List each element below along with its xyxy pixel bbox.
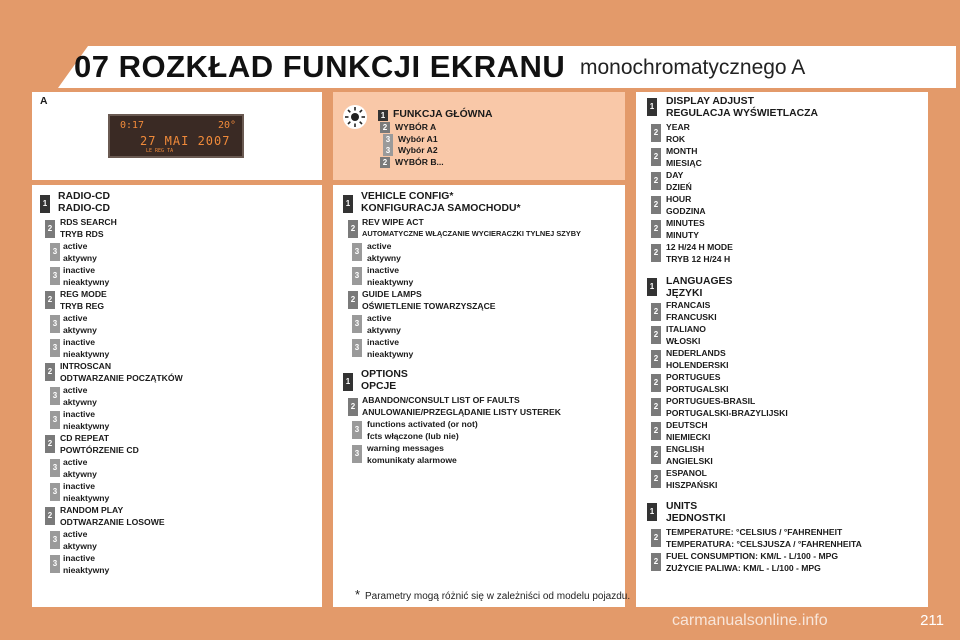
state-active: active	[367, 241, 392, 251]
lang-pt-pl: PORTUGALSKI	[666, 384, 729, 394]
level-3-badge: 3	[352, 421, 362, 439]
functions-activated: functions activated (or not)	[367, 419, 478, 429]
state-inactive-pl: nieaktywny	[367, 349, 414, 359]
radio-heading-pl: RADIO-CD	[58, 203, 110, 214]
lang-br: PORTUGUES-BRASIL	[666, 396, 756, 406]
state-active-pl: aktywny	[367, 253, 401, 263]
state-active-pl: aktywny	[63, 325, 97, 335]
state-inactive: inactive	[63, 409, 96, 419]
legend-choice-b: WYBÓR B...	[395, 157, 444, 167]
state-active: active	[63, 313, 88, 323]
hour-pl: GODZINA	[666, 206, 706, 216]
unit-fuel-pl: ZUŻYCIE PALIWA: KM/L - L/100 - MPG	[666, 563, 821, 573]
lang-nl-pl: HOLENDERSKI	[666, 360, 729, 370]
level-2-badge: 2	[45, 507, 55, 525]
page-title: 07 ROZKŁAD FUNKCJI EKRANU	[74, 49, 566, 84]
introscan-pl: ODTWARZANIE POCZĄTKÓW	[60, 373, 183, 383]
level-2-badge: 2	[651, 124, 661, 142]
random-play-pl: ODTWARZANIE LOSOWE	[60, 517, 165, 527]
minutes-pl: MINUTY	[666, 230, 699, 240]
state-inactive-pl: nieaktywny	[63, 277, 110, 287]
lang-en-pl: ANGIELSKI	[666, 456, 713, 466]
level-2-badge: 2	[651, 529, 661, 547]
lang-fr-pl: FRANCUSKI	[666, 312, 717, 322]
level-2-badge: 2	[651, 244, 661, 262]
state-inactive: inactive	[63, 337, 96, 347]
lang-pt: PORTUGUES	[666, 372, 721, 382]
level-3-badge: 3	[352, 445, 362, 463]
day: DAY	[666, 170, 684, 180]
level-2-badge: 2	[380, 157, 390, 168]
lcd-time: 0:17	[120, 120, 145, 131]
level-2-badge: 2	[348, 398, 358, 416]
level-3-badge: 3	[50, 267, 60, 285]
rds-search: RDS SEARCH	[60, 217, 117, 227]
languages-heading-pl: JĘZYKI	[666, 288, 703, 299]
level-3-badge: 3	[50, 555, 60, 573]
state-inactive-pl: nieaktywny	[367, 277, 414, 287]
state-active: active	[63, 457, 88, 467]
random-play: RANDOM PLAY	[60, 505, 124, 515]
state-active-pl: aktywny	[63, 253, 97, 263]
rds-search-pl: TRYB RDS	[60, 229, 104, 239]
state-inactive: inactive	[367, 337, 400, 347]
level-3-badge: 3	[352, 339, 362, 357]
rev-wipe-pl: AUTOMATYCZNE WŁĄCZANIE WYCIERACZKI TYLNEJ SZYBY	[362, 229, 581, 238]
level-2-badge: 2	[45, 291, 55, 309]
cd-repeat: CD REPEAT	[60, 433, 110, 443]
state-active-pl: aktywny	[63, 469, 97, 479]
level-2-badge: 2	[651, 326, 661, 344]
level-3-badge: 3	[352, 243, 362, 261]
level-2-badge: 2	[651, 172, 661, 190]
cd-repeat-pl: POWTÓRZENIE CD	[60, 445, 139, 455]
level-2-badge: 2	[651, 553, 661, 571]
lang-br-pl: PORTUGALSKI-BRAZYLIJSKI	[666, 408, 788, 418]
options-heading-pl: OPCJE	[361, 381, 397, 392]
level-2-badge: 2	[348, 291, 358, 309]
display-heading: DISPLAY ADJUST	[666, 96, 754, 107]
legend-choice-a: WYBÓR A	[395, 122, 437, 132]
level-3-badge: 3	[50, 315, 60, 333]
reg-mode-pl: TRYB REG	[60, 301, 105, 311]
state-inactive-pl: nieaktywny	[63, 565, 110, 575]
legend-panel	[333, 92, 625, 180]
state-inactive: inactive	[63, 265, 96, 275]
state-active-pl: aktywny	[63, 541, 97, 551]
radio-heading: RADIO-CD	[58, 191, 110, 202]
level-2-badge: 2	[651, 148, 661, 166]
level-3-badge: 3	[383, 134, 393, 145]
lang-de: DEUTSCH	[666, 420, 708, 430]
level-2-badge: 2	[651, 350, 661, 368]
unit-temperature-pl: TEMPERATURA: °CELSJUSZA / °FAHRENHEITA	[666, 539, 862, 549]
level-3-badge: 3	[50, 339, 60, 357]
warning-messages-pl: komunikaty alarmowe	[367, 455, 457, 465]
level-1-badge: 1	[343, 373, 353, 391]
lang-it-pl: WŁOSKI	[666, 336, 701, 346]
reg-mode: REG MODE	[60, 289, 107, 299]
units-heading: UNITS	[666, 501, 698, 512]
lang-es-pl: HISZPAŃSKI	[666, 480, 718, 490]
state-active: active	[63, 241, 88, 251]
state-active: active	[367, 313, 392, 323]
functions-activated-pl: fcts włączone (lub nie)	[367, 431, 459, 441]
level-1-badge: 1	[647, 278, 657, 296]
level-1-badge: 1	[647, 98, 657, 116]
level-3-badge: 3	[352, 267, 362, 285]
level-2-badge: 2	[651, 470, 661, 488]
warning-messages: warning messages	[367, 443, 444, 453]
page-subtitle: monochromatycznego A	[580, 56, 806, 79]
level-2-badge: 2	[380, 122, 390, 133]
legend-main: FUNKCJA GŁÓWNA	[393, 109, 493, 120]
level-3-badge: 3	[50, 483, 60, 501]
abandon-faults-pl: ANULOWANIE/PRZEGLĄDANIE LISTY USTEREK	[362, 407, 561, 417]
day-pl: DZIEŃ	[666, 182, 692, 192]
level-3-badge: 3	[50, 459, 60, 477]
level-1-badge: 1	[40, 195, 50, 213]
lcd-temp: 20°	[218, 120, 237, 131]
legend-choice-a1: Wybór A1	[398, 134, 438, 144]
screen-label: A	[40, 96, 48, 107]
level-2-badge: 2	[651, 422, 661, 440]
state-inactive-pl: nieaktywny	[63, 349, 110, 359]
lang-es: ESPANOL	[666, 468, 707, 478]
vehicle-heading-pl: KONFIGURACJA SAMOCHODU*	[361, 203, 521, 214]
vehicle-heading: VEHICLE CONFIG*	[361, 191, 454, 202]
display-heading-pl: REGULACJA WYŚWIETLACZA	[666, 108, 819, 119]
options-heading: OPTIONS	[361, 369, 408, 380]
lcd-indicators: LE REG TA	[146, 148, 174, 154]
level-2-badge: 2	[45, 435, 55, 453]
month: MONTH	[666, 146, 698, 156]
year-pl: ROK	[666, 134, 686, 144]
level-2-badge: 2	[45, 220, 55, 238]
legend-choice-a2: Wybór A2	[398, 145, 438, 155]
level-2-badge: 2	[651, 303, 661, 321]
time-mode-pl: TRYB 12 H/24 H	[666, 254, 731, 264]
level-2-badge: 2	[651, 196, 661, 214]
level-1-badge: 1	[647, 503, 657, 521]
state-active-pl: aktywny	[367, 325, 401, 335]
lang-fr: FRANCAIS	[666, 300, 711, 310]
level-2-badge: 2	[348, 220, 358, 238]
level-2-badge: 2	[45, 363, 55, 381]
page-number: 211	[920, 612, 944, 629]
level-3-badge: 3	[50, 387, 60, 405]
state-inactive-pl: nieaktywny	[63, 493, 110, 503]
guide-lamps-pl: OŚWIETLENIE TOWARZYSZĄCE	[362, 301, 496, 311]
level-2-badge: 2	[651, 374, 661, 392]
unit-fuel: FUEL CONSUMPTION: KM/L - L/100 - MPG	[666, 551, 839, 561]
lang-en: ENGLISH	[666, 444, 705, 454]
guide-lamps: GUIDE LAMPS	[362, 289, 422, 299]
time-mode: 12 H/24 H MODE	[666, 242, 733, 252]
level-2-badge: 2	[651, 398, 661, 416]
units-heading-pl: JEDNOSTKI	[666, 513, 726, 524]
state-inactive: inactive	[63, 553, 96, 563]
level-2-badge: 2	[651, 220, 661, 238]
level-3-badge: 3	[50, 411, 60, 429]
level-2-badge: 2	[651, 446, 661, 464]
footnote-text: Parametry mogą różnić się w zależniści od modelu pojazdu.	[365, 591, 631, 602]
lang-it: ITALIANO	[666, 324, 706, 334]
lcd-date: 27 MAI 2007	[140, 134, 231, 148]
level-3-badge: 3	[352, 315, 362, 333]
introscan: INTROSCAN	[60, 361, 112, 371]
lcd-display	[108, 114, 244, 158]
unit-temperature: TEMPERATURE: °CELSIUS / °FAHRENHEIT	[666, 527, 843, 537]
footnote-star: *	[355, 587, 361, 602]
state-inactive: inactive	[367, 265, 400, 275]
state-inactive: inactive	[63, 481, 96, 491]
state-inactive-pl: nieaktywny	[63, 421, 110, 431]
hour: HOUR	[666, 194, 692, 204]
month-pl: MIESIĄC	[666, 158, 702, 168]
level-3-badge: 3	[50, 531, 60, 549]
level-1-badge: 1	[378, 110, 388, 121]
state-active-pl: aktywny	[63, 397, 97, 407]
state-active: active	[63, 529, 88, 539]
rev-wipe: REV WIPE ACT	[362, 217, 424, 227]
abandon-faults: ABANDON/CONSULT LIST OF FAULTS	[362, 395, 520, 405]
sun-icon	[342, 104, 368, 130]
watermark: carmanualsonline.info	[672, 612, 828, 629]
languages-heading: LANGUAGES	[666, 276, 733, 287]
year: YEAR	[666, 122, 690, 132]
level-3-badge: 3	[50, 243, 60, 261]
level-3-badge: 3	[383, 145, 393, 156]
minutes: MINUTES	[666, 218, 705, 228]
lang-nl: NEDERLANDS	[666, 348, 726, 358]
level-1-badge: 1	[343, 195, 353, 213]
lang-de-pl: NIEMIECKI	[666, 432, 711, 442]
state-active: active	[63, 385, 88, 395]
